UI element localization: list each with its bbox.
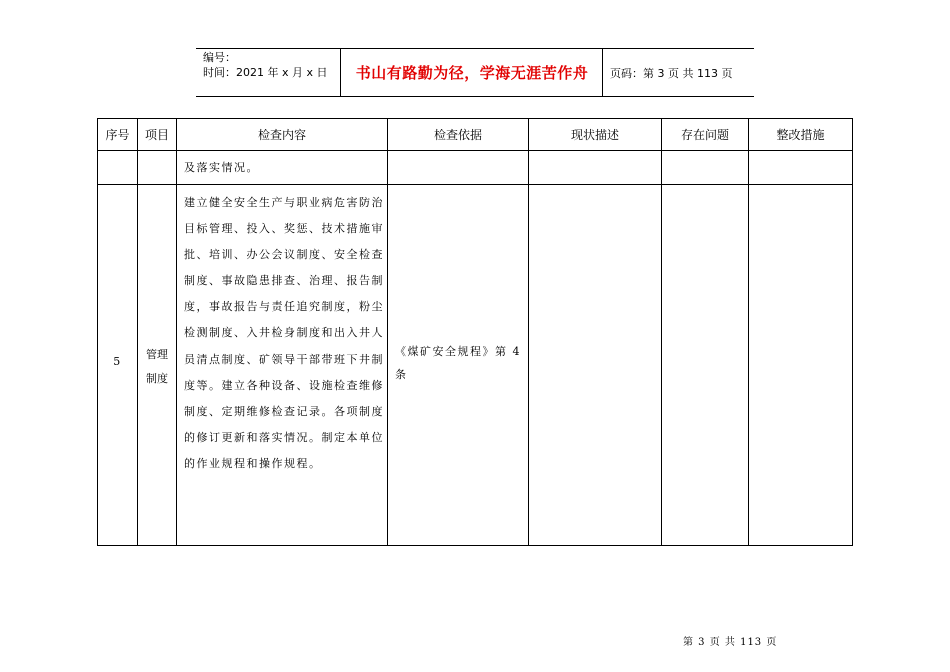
column-header-item: 项目 xyxy=(138,118,177,151)
item-line: 制度 xyxy=(146,372,168,385)
content-text: 及落实情况。 xyxy=(184,161,259,174)
cell-content xyxy=(177,185,388,546)
cell-measure xyxy=(749,185,853,546)
column-header-seq: 序号 xyxy=(97,118,138,151)
cell-content xyxy=(177,151,388,185)
row-number: 5 xyxy=(113,355,122,368)
document-time-label: 时间：2021 年 x 月 x 日 xyxy=(203,66,328,79)
cell-measure xyxy=(749,151,853,185)
column-header-measure: 整改措施 xyxy=(749,118,853,151)
basis-text: 《煤矿安全规程》第 4 条 xyxy=(395,345,521,381)
header-meta xyxy=(203,50,328,80)
column-header-status: 现状描述 xyxy=(529,118,662,151)
content-text: 建立健全安全生产与职业病危害防治目标管理、投入、奖惩、技术措施审批、培训、办公会议制度、安全检查制度、事故隐患排查、治理、报告制度，事故报告与责任追究制度，粉尘检测制度、入井检身制度和出入井人员清点制度、矿领导干部带班下井制度等。建立各种设备、设施检查维修制度、定期维修检查记录。各项制度的修订更新和落实情况。制定本单位的作业规程和操作规程。 xyxy=(184,196,384,470)
cell-problem xyxy=(662,185,749,546)
cell-status xyxy=(529,185,662,546)
cell-basis xyxy=(388,151,529,185)
header-page-info: 页码：第 3 页 共 113 页 xyxy=(610,67,733,80)
column-header-problem: 存在问题 xyxy=(662,118,749,151)
cell-item xyxy=(138,185,177,546)
header-bottom-rule xyxy=(196,96,754,97)
column-header-content: 检查内容 xyxy=(177,118,388,151)
item-line: 管理 xyxy=(146,348,168,361)
cell-problem xyxy=(662,151,749,185)
column-header-basis: 检查依据 xyxy=(388,118,529,151)
header-motto: 书山有路勤为径，学海无涯苦作舟 xyxy=(355,63,589,82)
cell-seq xyxy=(97,151,138,185)
cell-item xyxy=(138,151,177,185)
item-text xyxy=(138,343,176,391)
cell-basis xyxy=(388,185,529,546)
document-number-label: 编号： xyxy=(203,51,236,64)
page-footer: 第 3 页 共 113 页 xyxy=(683,637,778,648)
cell-status xyxy=(529,151,662,185)
cell-seq xyxy=(97,185,138,546)
